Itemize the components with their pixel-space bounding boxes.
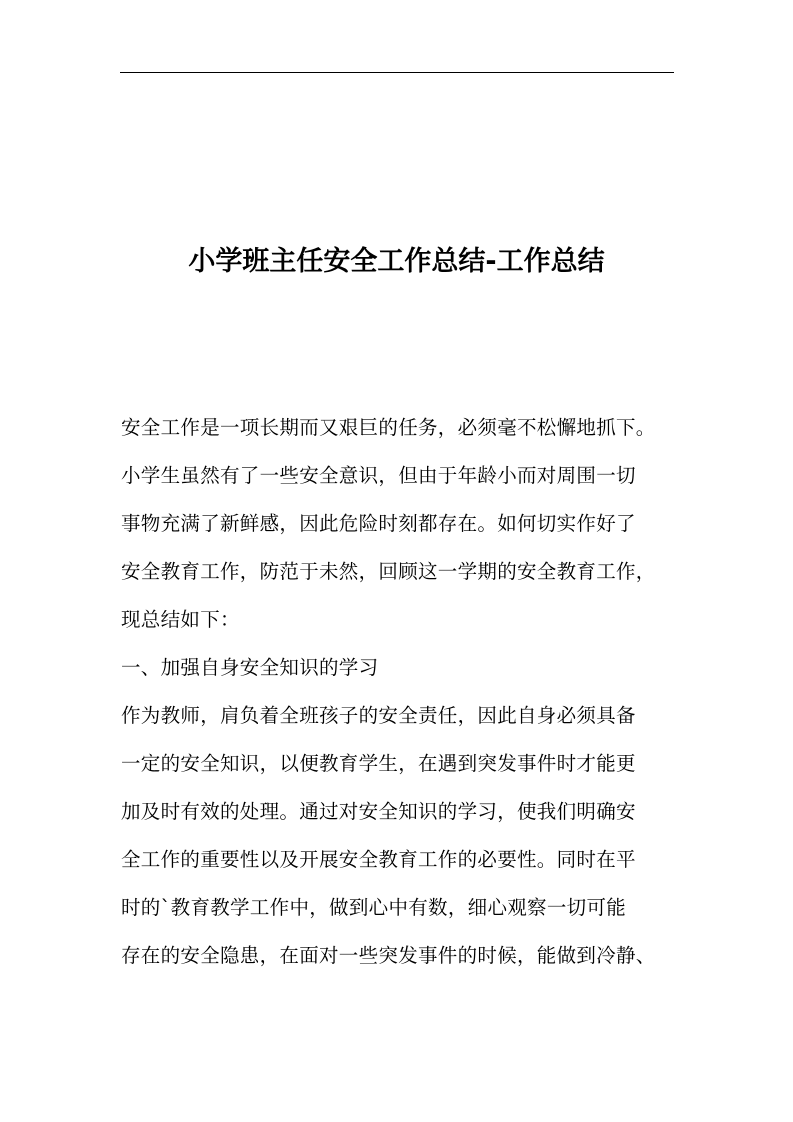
body-line: 现总结如下： xyxy=(121,608,240,631)
body-line: 时的`教育教学工作中，做到心中有数，细心观察一切可能 xyxy=(121,896,627,919)
body-line: 安全工作是一项长期而又艰巨的任务，必须毫不松懈地抓下。 xyxy=(121,416,656,439)
body-line: 作为教师，肩负着全班孩子的安全责任，因此自身必须具备 xyxy=(121,704,636,727)
document-body xyxy=(121,410,691,986)
body-line: 一定的安全知识，以便教育学生，在遇到突发事件时才能更 xyxy=(121,752,636,775)
body-line: 全工作的重要性以及开展安全教育工作的必要性。同时在平 xyxy=(121,848,636,871)
body-line: 小学生虽然有了一些安全意识，但由于年龄小而对周围一切 xyxy=(121,464,636,487)
body-line: 安全教育工作，防范于未然，回顾这一学期的安全教育工作， xyxy=(121,560,656,583)
body-line: 加及时有效的处理。通过对安全知识的学习，使我们明确安 xyxy=(121,800,636,823)
body-line: 存在的安全隐患，在面对一些突发事件的时候，能做到冷静、 xyxy=(121,944,656,967)
document-title: 小学班主任安全工作总结-工作总结 xyxy=(188,246,605,277)
header-rule xyxy=(120,72,674,73)
body-line: 事物充满了新鲜感，因此危险时刻都存在。如何切实作好了 xyxy=(121,512,636,535)
section-heading: 一、加强自身安全知识的学习 xyxy=(121,656,379,679)
